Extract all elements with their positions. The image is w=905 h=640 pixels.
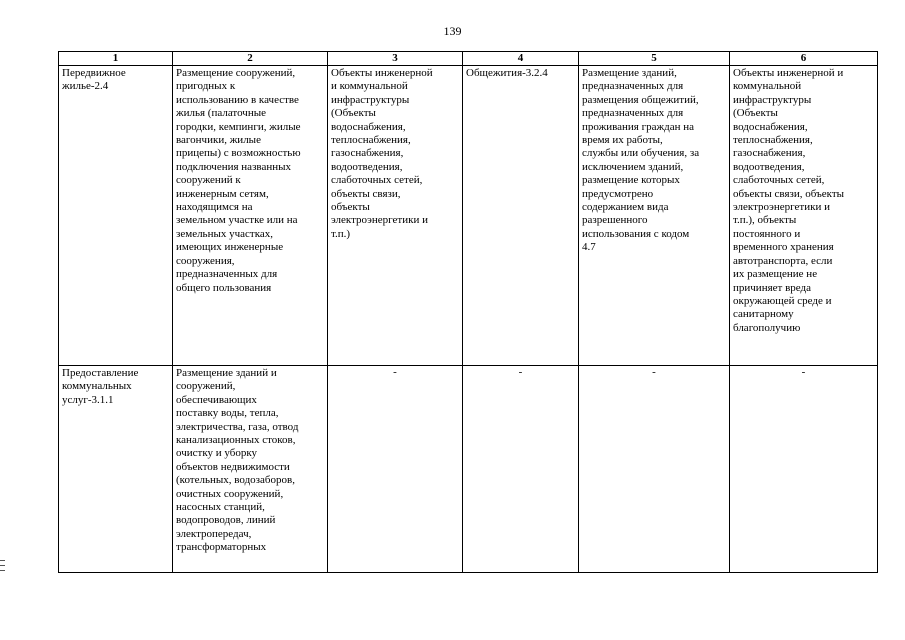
column-header: 2 — [173, 52, 328, 66]
scan-mark — [0, 560, 5, 561]
table-cell-description: Размещение зданий и сооружений, обеспечивающих поставку воды, тепла, электричества, газа, отвод канализационных стоков, очистку и уборку объектов недвижимости (котельных, водозаборов, очистных сооружений, насосных станций, водопроводов, линий электропередач, трансформаторных — [173, 366, 328, 573]
table-cell-use-type: Передвижное жилье-2.4 — [59, 66, 173, 366]
land-use-table — [58, 51, 878, 573]
table-cell: Размещение зданий, предназначенных для размещения общежитий, предназначенных для проживания граждан на время их работы, службы или обучения, за исключением зданий, размещение которых предусмотрено содержанием вида разрешенного использования с кодом 4.7 — [579, 66, 730, 366]
column-header: 3 — [328, 52, 463, 66]
table-cell-empty: - — [463, 366, 579, 573]
column-header: 6 — [730, 52, 878, 66]
table-header-row — [59, 52, 878, 66]
scan-edge-marks — [0, 560, 6, 575]
page-number: 139 — [443, 24, 462, 38]
table-cell-use-type: Предоставление коммунальных услуг-3.1.1 — [59, 366, 173, 573]
column-header: 4 — [463, 52, 579, 66]
table-cell: Объекты инженерной и коммунальной инфраструктуры (Объекты водоснабжения, теплоснабжения, газоснабжения, водоотведения, слаботочных сетей, объекты связи, объекты электроэнергетики и т.п.), объекты постоянного и временного хранения автотранспорта, если их размещение не причиняет вреда окружающей среде и санитарному благополучию — [730, 66, 878, 366]
table-cell-description: Размещение сооружений, пригодных к использованию в качестве жилья (палаточные городки, кемпинги, жилые вагончики, жилые прицепы) с возможностью подключения названных сооружений к инженерным сетям, находящимся на земельном участке или на земельных участках, имеющих инженерные сооружения, предназначенных для общего пользования — [173, 66, 328, 366]
table-cell-empty: - — [328, 366, 463, 573]
scan-mark — [0, 565, 5, 566]
column-header: 1 — [59, 52, 173, 66]
scan-mark — [0, 570, 5, 571]
table-row — [59, 66, 878, 366]
table-cell-empty: - — [579, 366, 730, 573]
table-cell: Общежития-3.2.4 — [463, 66, 579, 366]
column-header: 5 — [579, 52, 730, 66]
table-row — [59, 366, 878, 573]
table-cell: Объекты инженерной и коммунальной инфраструктуры (Объекты водоснабжения, теплоснабжения, газоснабжения, водоотведения, слаботочных сетей, объекты связи, объекты электроэнергетики и т.п.) — [328, 66, 463, 366]
table-cell-empty: - — [730, 366, 878, 573]
